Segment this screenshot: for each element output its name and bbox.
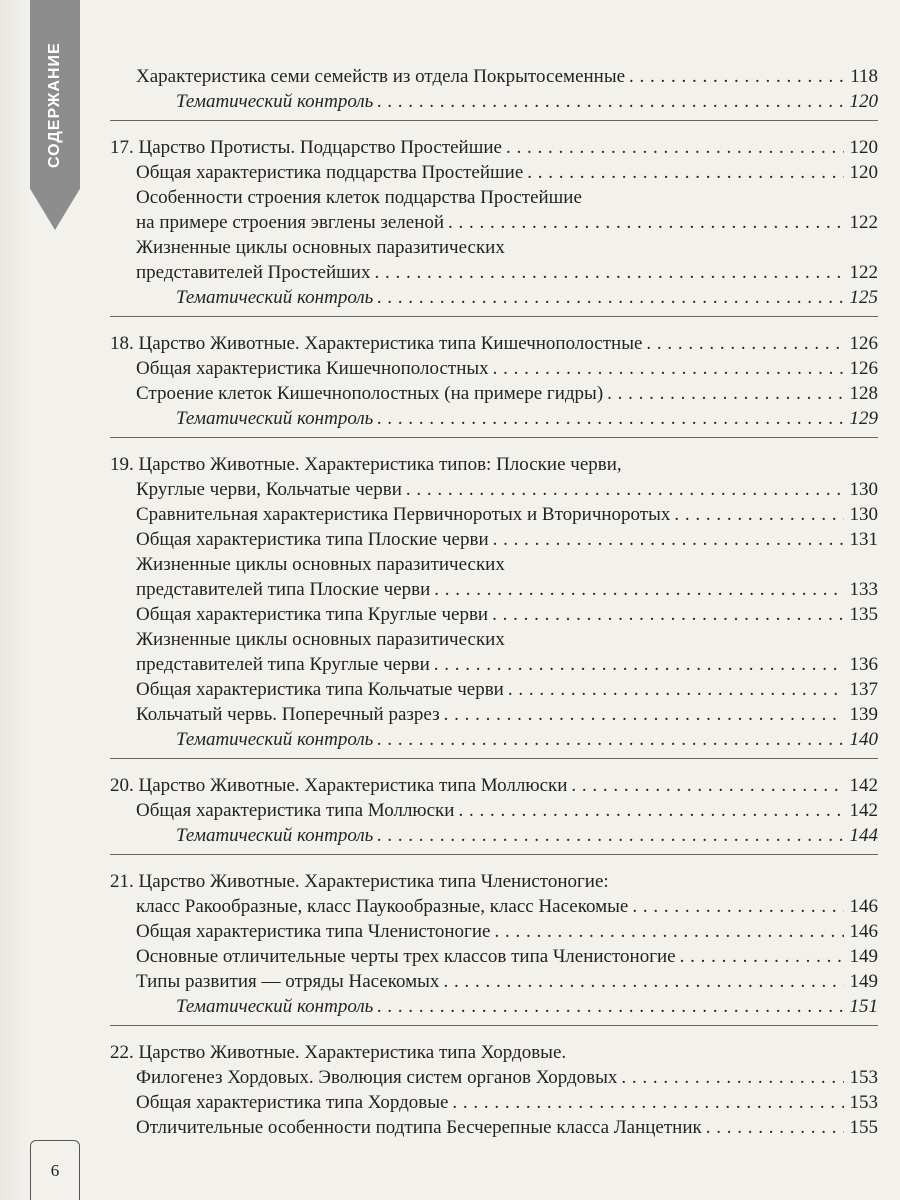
toc-entry <box>110 160 878 185</box>
leader-dots <box>452 1090 844 1115</box>
toc-entry <box>110 577 878 602</box>
toc-entry-title: 21. Царство Животные. Характеристика типа Членистоногие: <box>110 871 609 892</box>
leader-dots <box>377 727 844 752</box>
leader-dots <box>527 160 844 185</box>
toc-entry-title: Тематический контроль <box>176 996 374 1017</box>
toc-control-entry <box>110 285 878 310</box>
toc-page-number: 125 <box>849 287 878 308</box>
leader-dots <box>674 502 844 527</box>
toc-page-number: 146 <box>849 921 878 942</box>
toc-page-number: 136 <box>849 654 878 675</box>
toc-entry-title: представителей типа Плоские черви <box>136 579 431 600</box>
toc-page-number: 153 <box>849 1092 878 1113</box>
toc-entry-title: на примере строения эвглены зеленой <box>136 212 445 233</box>
leader-dots <box>706 1115 844 1140</box>
toc-entry <box>110 477 878 502</box>
toc-control-entry <box>110 727 878 752</box>
toc-page-number: 130 <box>849 504 878 525</box>
toc-page-number: 151 <box>849 996 878 1017</box>
toc-page-number: 137 <box>849 679 878 700</box>
toc-control-entry <box>110 89 878 114</box>
toc-entry <box>110 677 878 702</box>
toc-entry-title: Строение клеток Кишечнополостных (на примере гидры) <box>136 383 604 404</box>
toc-entry <box>110 627 878 652</box>
toc-entry-title: Общая характеристика типа Круглые черви <box>136 604 489 625</box>
toc-chapter-entry <box>110 773 878 798</box>
toc-entry-title: 17. Царство Протисты. Подцарство Простейшие <box>110 137 502 158</box>
table-of-contents <box>110 60 878 1156</box>
toc-entry-title: Круглые черви, Кольчатые черви <box>136 479 402 500</box>
leader-dots <box>443 969 844 994</box>
toc-page-number: 153 <box>849 1067 878 1088</box>
toc-section <box>110 131 878 317</box>
toc-entry <box>110 64 878 89</box>
toc-entry-title: Жизненные циклы основных паразитических <box>136 554 505 575</box>
toc-page-number: 142 <box>849 800 878 821</box>
toc-entry-title: Филогенез Хордовых. Эволюция систем органов Хордовых <box>136 1067 618 1088</box>
toc-page-number: 133 <box>849 579 878 600</box>
toc-chapter-entry <box>110 1040 878 1065</box>
toc-entry-title: Тематический контроль <box>176 287 374 308</box>
leader-dots <box>506 135 844 160</box>
toc-entry <box>110 1115 878 1140</box>
toc-entry-title: класс Ракообразные, класс Паукообразные, класс Насекомые <box>136 896 629 917</box>
toc-chapter-entry <box>110 331 878 356</box>
toc-page-number: 120 <box>849 137 878 158</box>
leader-dots <box>377 89 844 114</box>
toc-page-number: 120 <box>849 91 878 112</box>
toc-entry <box>110 652 878 677</box>
toc-entry-title: Тематический контроль <box>176 91 374 112</box>
leader-dots <box>406 477 844 502</box>
toc-page-number: 120 <box>849 162 878 183</box>
toc-section <box>110 865 878 1026</box>
toc-section <box>110 1036 878 1146</box>
toc-entry-title: представителей типа Круглые черви <box>136 654 430 675</box>
toc-entry-title: Отличительные особенности подтипа Бесчерепные класса Ланцетник <box>136 1117 702 1138</box>
section-tab-label: СОДЕРЖАНИЕ <box>46 42 63 168</box>
leader-dots <box>434 577 844 602</box>
toc-entry <box>110 210 878 235</box>
toc-page-number: 149 <box>849 946 878 967</box>
toc-page-number: 129 <box>849 408 878 429</box>
toc-entry-title: представителей Простейших <box>136 262 371 283</box>
toc-entry-title: Сравнительная характеристика Первичноротых и Вторичноротых <box>136 504 671 525</box>
leader-dots <box>571 773 844 798</box>
toc-section <box>110 327 878 438</box>
toc-chapter-entry <box>110 869 878 894</box>
toc-page-number: 118 <box>850 66 878 87</box>
toc-page-number: 130 <box>849 479 878 500</box>
leader-dots <box>444 702 844 727</box>
toc-entry-title: 19. Царство Животные. Характеристика типов: Плоские черви, <box>110 454 622 475</box>
toc-entry-title: Общая характеристика типа Хордовые <box>136 1092 449 1113</box>
toc-entry-title: Тематический контроль <box>176 408 374 429</box>
toc-page-number: 126 <box>849 333 878 354</box>
leader-dots <box>377 285 844 310</box>
toc-control-entry <box>110 823 878 848</box>
toc-page-number: 142 <box>849 775 878 796</box>
toc-page-number: 149 <box>849 971 878 992</box>
toc-entry-title: Общая характеристика типа Моллюски <box>136 800 455 821</box>
toc-entry <box>110 185 878 210</box>
toc-entry-title: 22. Царство Животные. Характеристика типа Хордовые. <box>110 1042 567 1063</box>
toc-entry <box>110 260 878 285</box>
toc-entry-title: Тематический контроль <box>176 825 374 846</box>
toc-entry-title: Типы развития — отряды Насекомых <box>136 971 440 992</box>
toc-entry-title: Кольчатый червь. Поперечный разрез <box>136 704 440 725</box>
leader-dots <box>377 406 844 431</box>
toc-entry-title: Общая характеристика типа Кольчатые черви <box>136 679 504 700</box>
toc-entry <box>110 235 878 260</box>
leader-dots <box>448 210 844 235</box>
toc-entry <box>110 1090 878 1115</box>
leader-dots <box>377 823 844 848</box>
toc-entry-title: Характеристика семи семейств из отдела Покрытосеменные <box>136 66 626 87</box>
toc-entry <box>110 702 878 727</box>
toc-page-number: 146 <box>849 896 878 917</box>
toc-entry <box>110 1065 878 1090</box>
toc-entry-title: Общая характеристика типа Плоские черви <box>136 529 489 550</box>
toc-control-entry <box>110 994 878 1019</box>
toc-entry-title: Жизненные циклы основных паразитических <box>136 237 505 258</box>
toc-entry-title: Общая характеристика подцарства Простейшие <box>136 162 524 183</box>
toc-section <box>110 769 878 855</box>
toc-page-number: 144 <box>849 825 878 846</box>
leader-dots <box>434 652 844 677</box>
toc-entry-title: Основные отличительные черты трех классов типа Членистоногие <box>136 946 676 967</box>
toc-entry <box>110 602 878 627</box>
toc-section <box>110 448 878 759</box>
leader-dots <box>492 602 844 627</box>
toc-page-number: 126 <box>849 358 878 379</box>
toc-entry-title: Особенности строения клеток подцарства Простейшие <box>136 187 582 208</box>
toc-control-entry <box>110 406 878 431</box>
leader-dots <box>493 527 844 552</box>
leader-dots <box>629 64 844 89</box>
toc-entry <box>110 894 878 919</box>
leader-dots <box>646 331 844 356</box>
page-number: 6 <box>30 1140 80 1200</box>
leader-dots <box>508 677 844 702</box>
page-edge <box>0 0 30 1200</box>
leader-dots <box>680 944 844 969</box>
toc-page-number: 128 <box>849 383 878 404</box>
toc-entry <box>110 969 878 994</box>
leader-dots <box>494 919 844 944</box>
leader-dots <box>621 1065 844 1090</box>
toc-entry-title: Тематический контроль <box>176 729 374 750</box>
toc-chapter-entry <box>110 135 878 160</box>
toc-entry <box>110 552 878 577</box>
toc-page-number: 131 <box>849 529 878 550</box>
toc-page-number: 122 <box>849 262 878 283</box>
toc-page-number: 139 <box>849 704 878 725</box>
toc-entry <box>110 798 878 823</box>
leader-dots <box>607 381 844 406</box>
toc-entry <box>110 919 878 944</box>
toc-chapter-entry <box>110 452 878 477</box>
leader-dots <box>374 260 844 285</box>
toc-page-number: 122 <box>849 212 878 233</box>
toc-entry-title: 18. Царство Животные. Характеристика типа Кишечнополостные <box>110 333 643 354</box>
toc-page-number: 155 <box>849 1117 878 1138</box>
leader-dots <box>632 894 844 919</box>
leader-dots <box>493 356 844 381</box>
toc-entry <box>110 502 878 527</box>
leader-dots <box>377 994 844 1019</box>
toc-entry-title: Общая характеристика Кишечнополостных <box>136 358 489 379</box>
toc-page-number: 140 <box>849 729 878 750</box>
toc-page-number: 135 <box>849 604 878 625</box>
toc-entry-title: Общая характеристика типа Членистоногие <box>136 921 491 942</box>
toc-entry <box>110 944 878 969</box>
leader-dots <box>458 798 844 823</box>
toc-entry <box>110 527 878 552</box>
toc-entry-title: Жизненные циклы основных паразитических <box>136 629 505 650</box>
toc-section <box>110 60 878 121</box>
toc-entry <box>110 356 878 381</box>
toc-entry <box>110 381 878 406</box>
toc-entry-title: 20. Царство Животные. Характеристика типа Моллюски <box>110 775 568 796</box>
